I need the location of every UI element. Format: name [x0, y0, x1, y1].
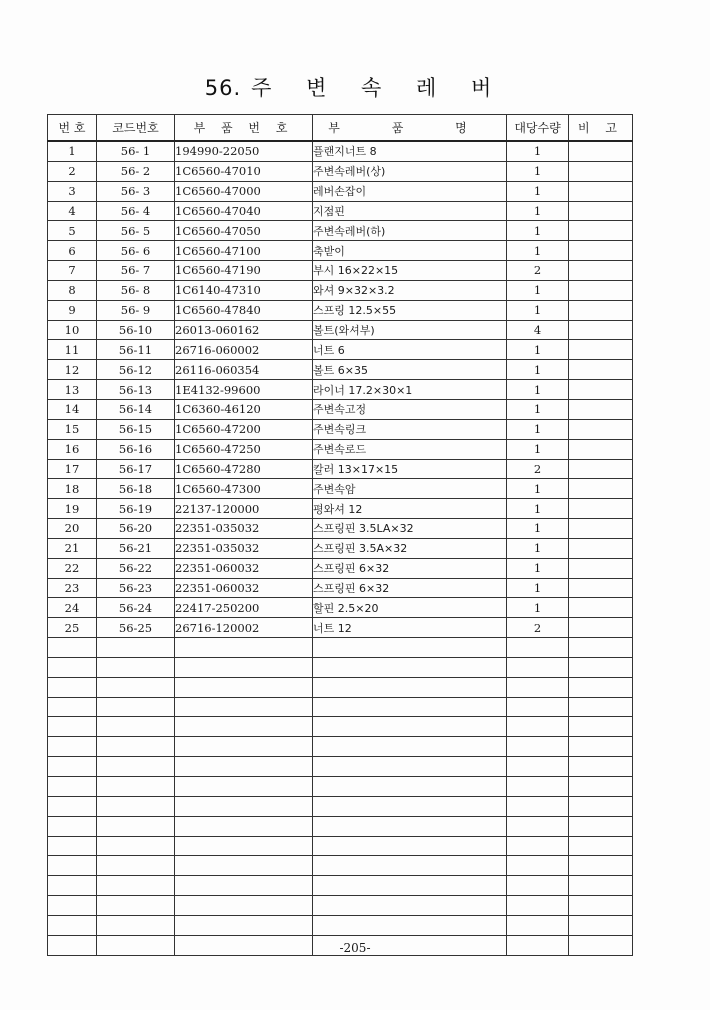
row-number: 1: [48, 141, 97, 161]
empty-cell: [97, 876, 175, 896]
empty-row: [48, 717, 633, 737]
part-name: 축받이: [313, 241, 507, 261]
empty-row: [48, 816, 633, 836]
empty-cell: [97, 896, 175, 916]
table-row: [48, 439, 633, 459]
part-number: 22351-035032: [175, 538, 313, 558]
table-row: [48, 598, 633, 618]
quantity: 1: [507, 519, 569, 539]
table-row: [48, 399, 633, 419]
quantity: 1: [507, 419, 569, 439]
empty-row: [48, 896, 633, 916]
code-number: 56-24: [97, 598, 175, 618]
remark: [569, 221, 633, 241]
empty-cell: [507, 717, 569, 737]
empty-cell: [48, 836, 97, 856]
empty-cell: [48, 657, 97, 677]
table-row: [48, 380, 633, 400]
part-number: 1C6560-47840: [175, 300, 313, 320]
part-number: 194990-22050: [175, 141, 313, 161]
remark: [569, 181, 633, 201]
empty-cell: [313, 876, 507, 896]
code-number: 56- 1: [97, 141, 175, 161]
quantity: 1: [507, 558, 569, 578]
remark: [569, 300, 633, 320]
row-number: 9: [48, 300, 97, 320]
quantity: 1: [507, 280, 569, 300]
empty-cell: [569, 816, 633, 836]
part-name: 스프링핀 6×32: [313, 578, 507, 598]
code-number: 56-16: [97, 439, 175, 459]
table-row: [48, 558, 633, 578]
empty-cell: [507, 856, 569, 876]
empty-cell: [175, 856, 313, 876]
empty-cell: [507, 816, 569, 836]
part-name: 스프링 12.5×55: [313, 300, 507, 320]
row-number: 18: [48, 479, 97, 499]
part-number: 1C6560-47280: [175, 459, 313, 479]
row-number: 5: [48, 221, 97, 241]
code-number: 56- 4: [97, 201, 175, 221]
empty-cell: [313, 677, 507, 697]
part-number: 1C6560-47050: [175, 221, 313, 241]
table-row: [48, 578, 633, 598]
code-number: 56- 6: [97, 241, 175, 261]
remark: [569, 419, 633, 439]
remark: [569, 399, 633, 419]
remark: [569, 340, 633, 360]
quantity: 4: [507, 320, 569, 340]
code-number: 56- 3: [97, 181, 175, 201]
remark: [569, 538, 633, 558]
remark: [569, 161, 633, 181]
empty-cell: [313, 896, 507, 916]
col-header-no: 번 호: [48, 115, 97, 142]
part-name: 볼트 6×35: [313, 360, 507, 380]
remark: [569, 380, 633, 400]
part-name: 라이너 17.2×30×1: [313, 380, 507, 400]
parts-table-header: [48, 115, 633, 142]
parts-table-body: [48, 141, 633, 955]
table-row: [48, 280, 633, 300]
empty-cell: [175, 777, 313, 797]
row-number: 23: [48, 578, 97, 598]
empty-cell: [175, 876, 313, 896]
code-number: 56- 7: [97, 261, 175, 281]
part-name: 주변속링크: [313, 419, 507, 439]
part-number: 22351-035032: [175, 519, 313, 539]
empty-cell: [313, 796, 507, 816]
empty-cell: [313, 757, 507, 777]
code-number: 56-19: [97, 499, 175, 519]
code-number: 56- 8: [97, 280, 175, 300]
empty-cell: [507, 638, 569, 658]
empty-cell: [569, 717, 633, 737]
part-number: 1C6560-47040: [175, 201, 313, 221]
quantity: 1: [507, 538, 569, 558]
part-number: 26716-060002: [175, 340, 313, 360]
remark: [569, 479, 633, 499]
empty-row: [48, 638, 633, 658]
empty-cell: [97, 717, 175, 737]
code-number: 56-20: [97, 519, 175, 539]
empty-row: [48, 777, 633, 797]
row-number: 2: [48, 161, 97, 181]
part-name: 스프링핀 6×32: [313, 558, 507, 578]
row-number: 4: [48, 201, 97, 221]
row-number: 15: [48, 419, 97, 439]
quantity: 1: [507, 201, 569, 221]
part-number: 22351-060032: [175, 558, 313, 578]
part-name: 스프링핀 3.5LA×32: [313, 519, 507, 539]
table-row: [48, 618, 633, 638]
empty-cell: [569, 657, 633, 677]
row-number: 12: [48, 360, 97, 380]
empty-cell: [569, 638, 633, 658]
part-number: 22351-060032: [175, 578, 313, 598]
table-row: [48, 419, 633, 439]
code-number: 56- 5: [97, 221, 175, 241]
part-number: 1E4132-99600: [175, 380, 313, 400]
col-header-code: 코드번호: [97, 115, 175, 142]
empty-row: [48, 796, 633, 816]
empty-cell: [313, 717, 507, 737]
empty-cell: [569, 777, 633, 797]
quantity: 1: [507, 439, 569, 459]
table-row: [48, 320, 633, 340]
quantity: 1: [507, 499, 569, 519]
empty-cell: [507, 697, 569, 717]
empty-cell: [175, 796, 313, 816]
empty-cell: [97, 657, 175, 677]
part-name: 와셔 9×32×3.2: [313, 280, 507, 300]
section-name: 주 변 속 레 버: [251, 76, 506, 100]
empty-cell: [175, 697, 313, 717]
code-number: 56-22: [97, 558, 175, 578]
table-row: [48, 141, 633, 161]
code-number: 56-23: [97, 578, 175, 598]
part-number: 1C6560-47010: [175, 161, 313, 181]
row-number: 7: [48, 261, 97, 281]
empty-cell: [569, 677, 633, 697]
empty-cell: [507, 896, 569, 916]
empty-cell: [569, 836, 633, 856]
part-name: 주변속암: [313, 479, 507, 499]
empty-cell: [313, 816, 507, 836]
part-name: 주변속고정: [313, 399, 507, 419]
empty-cell: [569, 757, 633, 777]
quantity: 1: [507, 241, 569, 261]
empty-cell: [313, 856, 507, 876]
table-row: [48, 221, 633, 241]
quantity: 2: [507, 459, 569, 479]
row-number: 6: [48, 241, 97, 261]
quantity: 1: [507, 300, 569, 320]
empty-cell: [175, 737, 313, 757]
empty-cell: [97, 836, 175, 856]
empty-cell: [175, 638, 313, 658]
empty-cell: [507, 757, 569, 777]
empty-cell: [48, 816, 97, 836]
code-number: 56-11: [97, 340, 175, 360]
part-number: 1C6560-47190: [175, 261, 313, 281]
quantity: 1: [507, 598, 569, 618]
empty-cell: [48, 737, 97, 757]
empty-cell: [97, 677, 175, 697]
empty-cell: [48, 777, 97, 797]
empty-cell: [97, 638, 175, 658]
empty-cell: [569, 737, 633, 757]
code-number: 56-14: [97, 399, 175, 419]
page-number: -205-: [339, 941, 371, 955]
table-row: [48, 261, 633, 281]
empty-row: [48, 677, 633, 697]
col-header-qty: 대당수량: [507, 115, 569, 142]
remark: [569, 598, 633, 618]
part-name: 주변속레버(하): [313, 221, 507, 241]
row-number: 8: [48, 280, 97, 300]
row-number: 16: [48, 439, 97, 459]
empty-cell: [97, 796, 175, 816]
table-row: [48, 479, 633, 499]
empty-row: [48, 876, 633, 896]
header-row: [48, 115, 633, 142]
part-name: 너트 12: [313, 618, 507, 638]
code-number: 56-13: [97, 380, 175, 400]
quantity: 1: [507, 380, 569, 400]
row-number: 10: [48, 320, 97, 340]
empty-cell: [97, 777, 175, 797]
empty-cell: [175, 816, 313, 836]
empty-cell: [97, 915, 175, 935]
empty-cell: [507, 836, 569, 856]
part-name: 할핀 2.5×20: [313, 598, 507, 618]
part-number: 1C6140-47310: [175, 280, 313, 300]
empty-cell: [48, 697, 97, 717]
empty-cell: [507, 777, 569, 797]
row-number: 13: [48, 380, 97, 400]
table-row: [48, 499, 633, 519]
table-row: [48, 538, 633, 558]
empty-cell: [97, 856, 175, 876]
quantity: 1: [507, 181, 569, 201]
empty-cell: [507, 876, 569, 896]
remark: [569, 499, 633, 519]
row-number: 14: [48, 399, 97, 419]
empty-cell: [569, 796, 633, 816]
part-name: 볼트(와셔부): [313, 320, 507, 340]
empty-cell: [175, 657, 313, 677]
empty-cell: [569, 697, 633, 717]
empty-cell: [313, 737, 507, 757]
empty-cell: [97, 816, 175, 836]
section-number: 56.: [204, 76, 242, 100]
part-name: 주변속로드: [313, 439, 507, 459]
empty-cell: [48, 856, 97, 876]
code-number: 56-25: [97, 618, 175, 638]
quantity: 1: [507, 479, 569, 499]
empty-cell: [507, 737, 569, 757]
quantity: 1: [507, 360, 569, 380]
part-number: 1C6560-47200: [175, 419, 313, 439]
empty-row: [48, 657, 633, 677]
quantity: 1: [507, 221, 569, 241]
row-number: 11: [48, 340, 97, 360]
table-row: [48, 300, 633, 320]
part-name: 레버손잡이: [313, 181, 507, 201]
quantity: 1: [507, 578, 569, 598]
empty-cell: [175, 915, 313, 935]
table-row: [48, 360, 633, 380]
empty-row: [48, 836, 633, 856]
remark: [569, 578, 633, 598]
table-row: [48, 201, 633, 221]
row-number: 3: [48, 181, 97, 201]
empty-cell: [97, 737, 175, 757]
parts-table: [47, 114, 633, 956]
empty-cell: [97, 697, 175, 717]
empty-cell: [48, 896, 97, 916]
table-row: [48, 519, 633, 539]
part-number: 22417-250200: [175, 598, 313, 618]
quantity: 2: [507, 261, 569, 281]
part-number: 1C6560-47100: [175, 241, 313, 261]
empty-row: [48, 697, 633, 717]
page-title: [0, 72, 710, 102]
empty-cell: [313, 697, 507, 717]
part-number: 26716-120002: [175, 618, 313, 638]
table-row: [48, 241, 633, 261]
empty-cell: [569, 856, 633, 876]
empty-row: [48, 757, 633, 777]
empty-cell: [313, 915, 507, 935]
empty-cell: [48, 717, 97, 737]
empty-cell: [97, 757, 175, 777]
col-header-name: 부 품 명: [313, 115, 507, 142]
row-number: 17: [48, 459, 97, 479]
remark: [569, 558, 633, 578]
part-name: 주변속레버(상): [313, 161, 507, 181]
part-number: 26116-060354: [175, 360, 313, 380]
row-number: 24: [48, 598, 97, 618]
part-number: 1C6560-47000: [175, 181, 313, 201]
part-name: 지점핀: [313, 201, 507, 221]
row-number: 25: [48, 618, 97, 638]
empty-cell: [175, 757, 313, 777]
table-row: [48, 340, 633, 360]
code-number: 56- 2: [97, 161, 175, 181]
row-number: 20: [48, 519, 97, 539]
remark: [569, 201, 633, 221]
empty-cell: [48, 757, 97, 777]
quantity: 1: [507, 399, 569, 419]
empty-cell: [313, 836, 507, 856]
quantity: 2: [507, 618, 569, 638]
part-number: 26013-060162: [175, 320, 313, 340]
remark: [569, 261, 633, 281]
empty-row: [48, 856, 633, 876]
row-number: 19: [48, 499, 97, 519]
remark: [569, 141, 633, 161]
empty-cell: [569, 876, 633, 896]
code-number: 56-10: [97, 320, 175, 340]
part-name: 부시 16×22×15: [313, 261, 507, 281]
part-number: 1C6360-46120: [175, 399, 313, 419]
empty-cell: [507, 796, 569, 816]
table-row: [48, 161, 633, 181]
empty-cell: [175, 717, 313, 737]
empty-row: [48, 915, 633, 935]
empty-cell: [48, 796, 97, 816]
empty-cell: [48, 677, 97, 697]
empty-row: [48, 737, 633, 757]
empty-cell: [48, 638, 97, 658]
part-name: 칼러 13×17×15: [313, 459, 507, 479]
empty-cell: [313, 638, 507, 658]
part-number: 1C6560-47250: [175, 439, 313, 459]
remark: [569, 618, 633, 638]
code-number: 56-21: [97, 538, 175, 558]
quantity: 1: [507, 161, 569, 181]
empty-cell: [175, 677, 313, 697]
row-number: 21: [48, 538, 97, 558]
code-number: 56- 9: [97, 300, 175, 320]
code-number: 56-18: [97, 479, 175, 499]
empty-cell: [507, 915, 569, 935]
code-number: 56-17: [97, 459, 175, 479]
empty-cell: [569, 896, 633, 916]
col-header-part-no: 부 품 번 호: [175, 115, 313, 142]
remark: [569, 360, 633, 380]
empty-cell: [507, 657, 569, 677]
code-number: 56-12: [97, 360, 175, 380]
part-name: 플랜지너트 8: [313, 141, 507, 161]
remark: [569, 519, 633, 539]
part-name: 스프링핀 3.5A×32: [313, 538, 507, 558]
empty-cell: [48, 876, 97, 896]
part-name: 평와셔 12: [313, 499, 507, 519]
table-row: [48, 181, 633, 201]
code-number: 56-15: [97, 419, 175, 439]
remark: [569, 459, 633, 479]
col-header-remark: 비 고: [569, 115, 633, 142]
empty-cell: [175, 896, 313, 916]
remark: [569, 320, 633, 340]
part-number: 1C6560-47300: [175, 479, 313, 499]
empty-cell: [313, 657, 507, 677]
row-number: 22: [48, 558, 97, 578]
empty-cell: [507, 677, 569, 697]
empty-cell: [313, 777, 507, 797]
empty-cell: [175, 836, 313, 856]
table-row: [48, 459, 633, 479]
remark: [569, 280, 633, 300]
quantity: 1: [507, 340, 569, 360]
part-name: 너트 6: [313, 340, 507, 360]
empty-cell: [569, 915, 633, 935]
remark: [569, 241, 633, 261]
part-number: 22137-120000: [175, 499, 313, 519]
empty-cell: [48, 915, 97, 935]
remark: [569, 439, 633, 459]
quantity: 1: [507, 141, 569, 161]
